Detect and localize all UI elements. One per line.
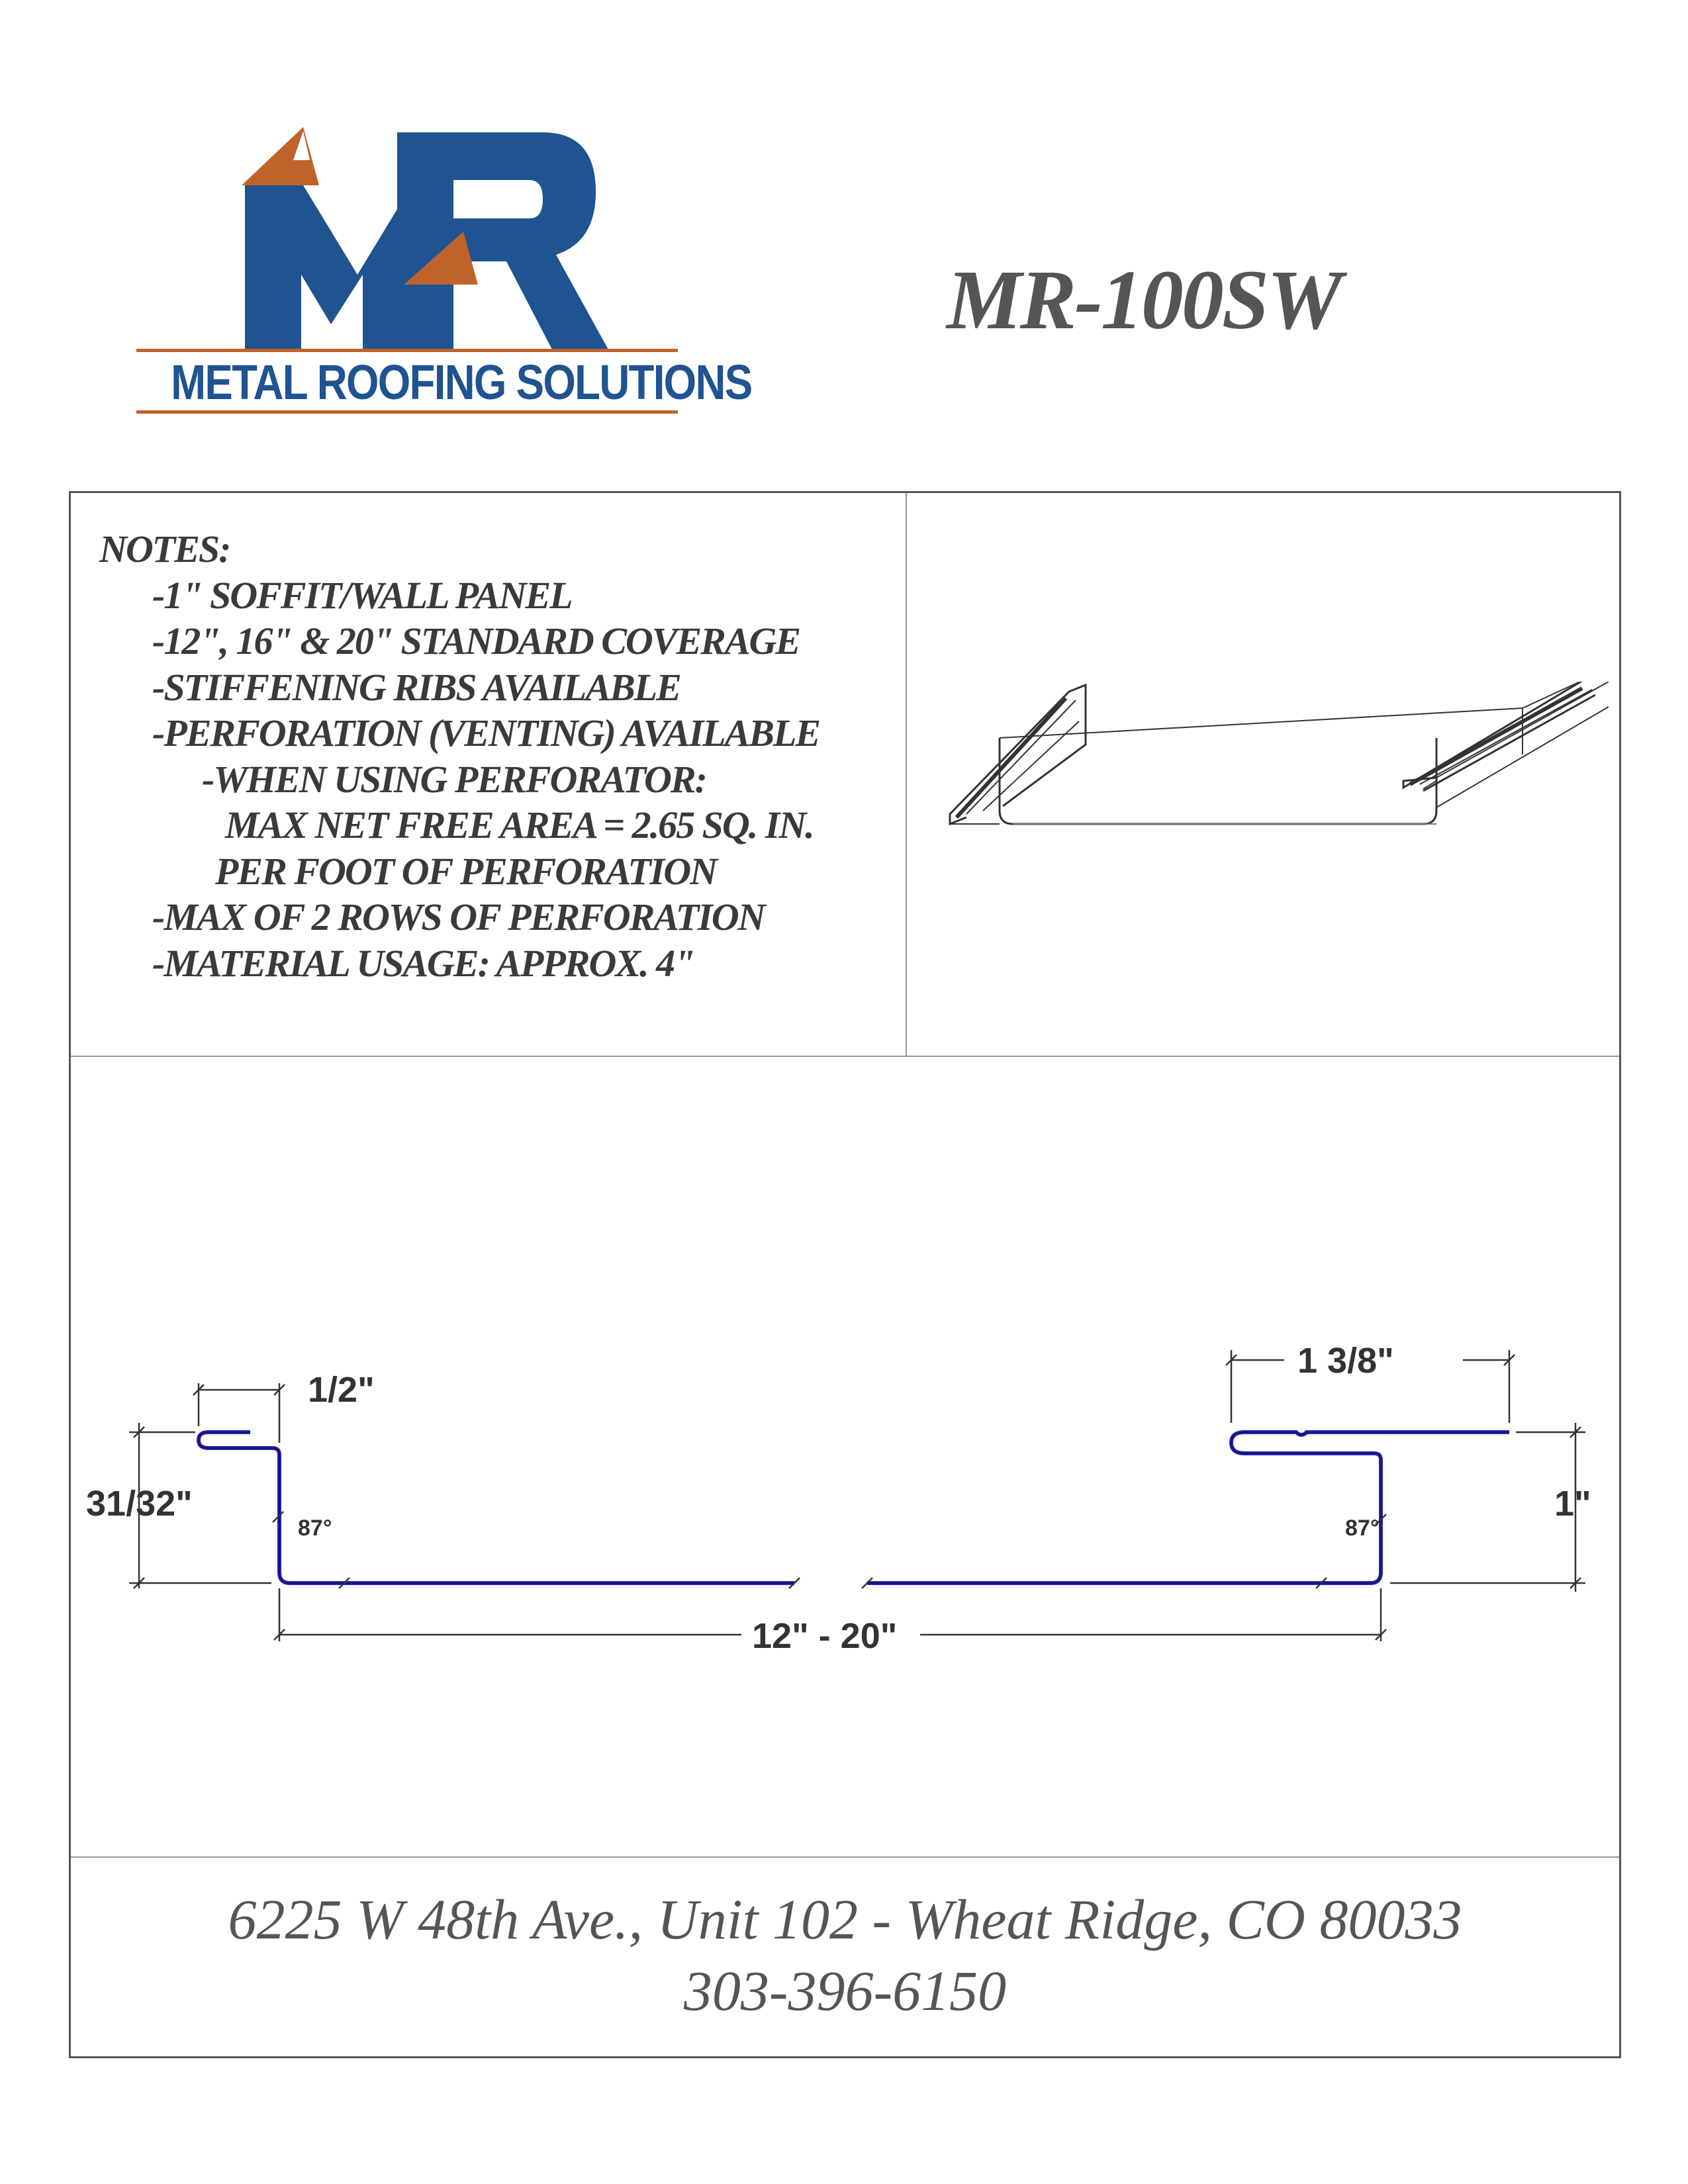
document-title: MR-100SW (947, 253, 1340, 347)
note-item: -MAX OF 2 ROWS OF PERFORATION (152, 895, 765, 938)
panel-isometric-icon (947, 682, 1609, 907)
logo-bottom-rule (136, 410, 678, 414)
mr-logo-mark-icon (132, 119, 682, 357)
dim-coverage: 12" - 20" (752, 1616, 898, 1656)
note-item: -12", 16" & 20" STANDARD COVERAGE (152, 619, 800, 662)
logo-text: METAL ROOFING SOLUTIONS (171, 355, 752, 410)
note-item: -1" SOFFIT/WALL PANEL (152, 573, 572, 617)
dim-left-height: 31/32" (86, 1484, 193, 1524)
logo-top-rule (136, 349, 678, 352)
dim-left-hem: 1/2" (308, 1370, 375, 1410)
notes-divider (906, 493, 907, 1056)
note-item: MAX NET FREE AREA = 2.65 SQ. IN. (225, 803, 814, 846)
notes-block (99, 526, 894, 986)
company-address: 6225 W 48th Ave., Unit 102 - Wheat Ridge, CO 80033 (228, 1888, 1462, 1951)
panel-profile-icon (73, 1324, 1615, 1681)
section-divider-2 (71, 1856, 1619, 1858)
dim-right-hem: 1 3/8" (1297, 1341, 1394, 1381)
note-item: -MATERIAL USAGE: APPROX. 4" (152, 941, 694, 985)
section-divider-1 (71, 1056, 1619, 1057)
dim-right-angle: 87° (1345, 1516, 1380, 1541)
notes-heading: NOTES: (99, 527, 230, 570)
dim-left-angle: 87° (298, 1516, 332, 1541)
note-item: -STIFFENING RIBS AVAILABLE (152, 665, 680, 709)
company-logo (132, 119, 752, 424)
dim-right-height: 1" (1554, 1484, 1591, 1524)
note-item: -PERFORATION (VENTING) AVAILABLE (152, 711, 820, 754)
note-item: PER FOOT OF PERFORATION (215, 849, 717, 893)
company-phone: 303-396-6150 (683, 1959, 1007, 2023)
note-item: -WHEN USING PERFORATOR: (202, 757, 706, 801)
